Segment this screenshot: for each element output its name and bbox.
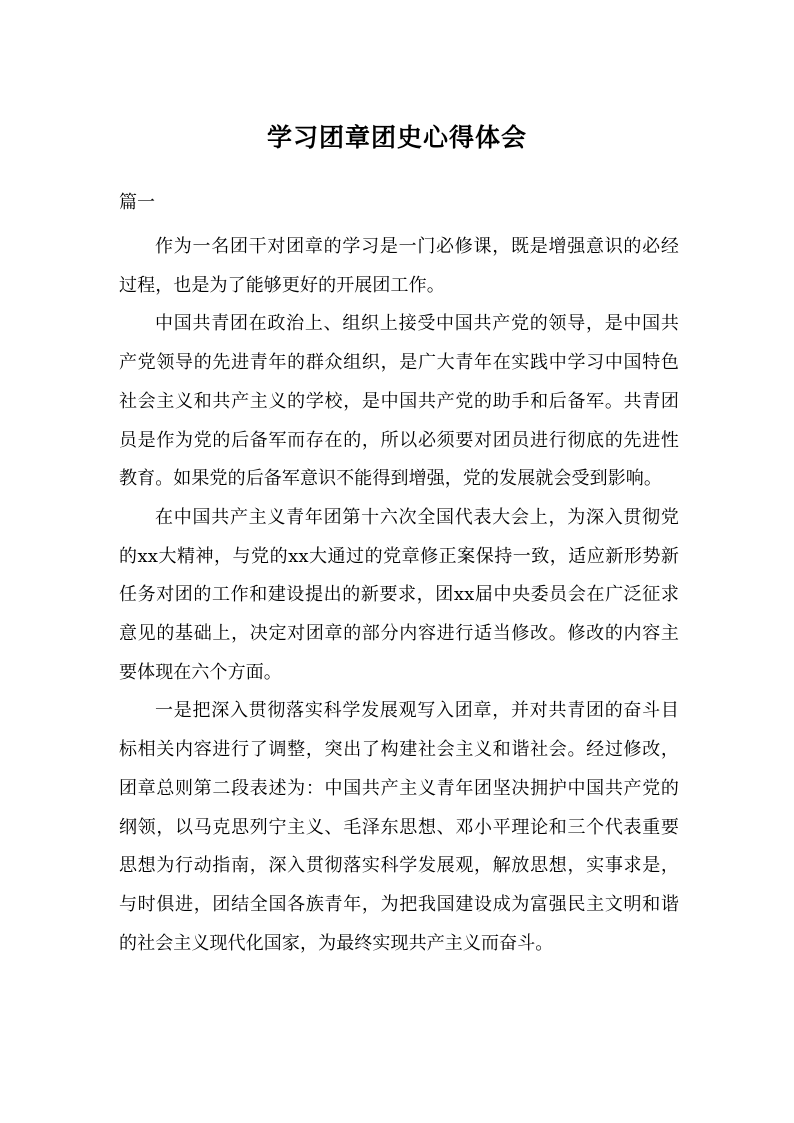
paragraph-2: 中国共青团在政治上、组织上接受中国共产党的领导，是中国共产党领导的先进青年的群众组织，是广大青年在实践中学习中国特色社会主义和共产主义的学校，是中国共产党的助手和后备军。共青团员是作为党的后备军而存在的，所以必须要对团员进行彻底的先进性教育。如果党的后备军意识不能得到增强，党的发展就会受到影响。 <box>119 313 679 490</box>
section-label: 篇一 <box>119 192 155 213</box>
paragraph-4: 一是把深入贯彻落实科学发展观写入团章，并对共青团的奋斗目标相关内容进行了调整，突出了构建社会主义和谐社会。经过修改，团章总则第二段表述为：中国共产主义青年团坚决拥护中国共产党的纲领，以马克思列宁主义、毛泽东思想、邓小平理论和三个代表重要思想为行动指南，深入贯彻落实科学发展观，解放思想，实事求是，与时俱进，团结全国各族青年，为把我国建设成为富强民主文明和谐的社会主义现代化国家，为最终实现共产主义而奋斗。 <box>119 700 679 954</box>
paragraph-3: 在中国共产主义青年团第十六次全国代表大会上，为深入贯彻党的xx大精神，与党的xx大通过的党章修正案保持一致，适应新形势新任务对团的工作和建设提出的新要求，团xx届中央委员会在广泛征求意见的基础上，决定对团章的部分内容进行适当修改。修改的内容主要体现在六个方面。 <box>119 506 679 683</box>
document-body <box>119 228 679 963</box>
document-title: 学习团章团史心得体会 <box>266 123 527 152</box>
paragraph-1: 作为一名团干对团章的学习是一门必修课，既是增强意识的必经过程，也是为了能够更好的开展团工作。 <box>119 236 679 296</box>
